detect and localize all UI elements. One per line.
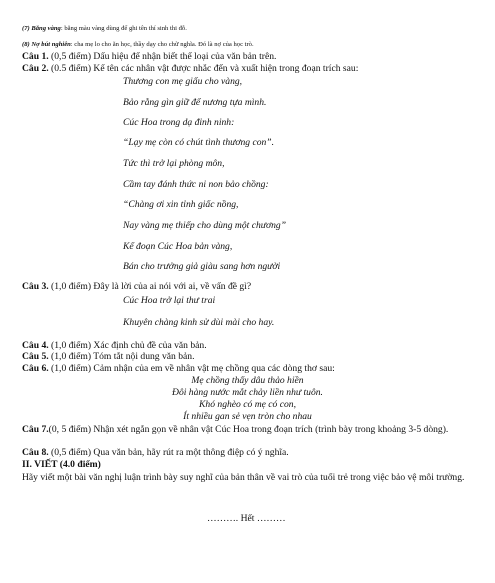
- poem-line: Cầm tay đánh thức ni non bảo chồng:: [123, 179, 269, 190]
- question-label: Câu 8.: [22, 447, 49, 458]
- section-writing-prompt: Hãy viết một bài văn nghị luận trình bày suy nghĩ của bản thân về vai trò của tuổi trẻ trong việc bảo vệ môi trường.: [22, 472, 465, 483]
- footnote-7: [22, 26, 187, 33]
- question-label: Câu 1.: [22, 51, 49, 62]
- question-text: (1,0 điểm) Cảm nhận của em về nhân vật mẹ chồng qua các dòng thơ sau:: [48, 363, 335, 374]
- poem-line: Cúc Hoa trở lại thư trai: [123, 295, 216, 306]
- poem-line: Nay vàng mẹ thiếp cho dùng một chương”: [123, 220, 287, 231]
- question-text: (0,5 điểm) Qua văn bản, hãy rút ra một thông điệp có ý nghĩa.: [48, 447, 289, 458]
- question-7: [22, 424, 477, 436]
- question-label: Câu 5.: [22, 351, 49, 362]
- poem-line: Ít nhiều gan sẻ vẹn tròn cho nhau: [183, 411, 312, 422]
- poem-line: Mẹ chồng thấy dâu thảo hiền: [191, 375, 304, 386]
- footnote-text: : cha mẹ lo cho ăn học, thầy dạy cho chữ nghĩa. Đó là nợ của học trò.: [70, 41, 254, 48]
- question-6: [22, 364, 335, 374]
- section-writing-title: II. VIẾT (4.0 điểm): [22, 459, 101, 470]
- question-text: (0.5 điểm) Kể tên các nhân vật được nhắc đến và xuất hiện trong đoạn trích sau:: [48, 63, 359, 74]
- question-text: (0,5 điểm) Dấu hiệu để nhận biết thể loại của văn bản trên.: [48, 51, 277, 62]
- question-3: [22, 282, 251, 292]
- poem-line: “Lạy mẹ còn có chút tình thương con”.: [123, 137, 275, 148]
- question-label: Câu 7.: [22, 424, 49, 435]
- question-text: (0, 5 điểm) Nhận xét ngắn gọn về nhân vật Cúc Hoa trong đoạn trích (trình bày trong khoảng 3-5 dòng).: [48, 424, 449, 435]
- question-text: (1,0 điểm) Tóm tắt nội dung văn bản.: [48, 351, 195, 362]
- question-5: [22, 352, 195, 362]
- question-label: Câu 2.: [22, 63, 49, 74]
- question-label: Câu 6.: [22, 363, 49, 374]
- question-4: [22, 341, 207, 351]
- poem-line: Kể đoạn Cúc Hoa bản vàng,: [123, 241, 233, 252]
- footnote-term: (8) Nợ bút nghiên: [22, 41, 71, 48]
- poem-line: “Chàng ơi xin tỉnh giấc nồng,: [123, 199, 239, 210]
- poem-line: Bán cho trưởng giả giàu sang hơn người: [123, 261, 281, 272]
- poem-line: Tức thì trở lại phòng môn,: [123, 158, 225, 169]
- poem-line: Đôi hàng nước mắt chảy liền như tuôn.: [172, 387, 323, 398]
- question-text: (1,0 điểm) Xác định chủ đề của văn bản.: [48, 340, 207, 351]
- poem-line: Khuyên chàng kinh sử dùi mài cho hay.: [123, 317, 275, 328]
- footnote-text: : băng màu vàng dùng để ghi tên thí sinh thi đỗ.: [60, 25, 187, 32]
- question-2: [22, 64, 358, 74]
- end-marker: ………. Hết ………: [207, 513, 286, 524]
- poem-line: Cúc Hoa trong dạ đinh ninh:: [123, 117, 235, 128]
- question-1: [22, 52, 276, 62]
- poem-line: Khó nghèo có mẹ có con,: [199, 399, 296, 410]
- footnote-8: [22, 42, 254, 49]
- footnote-term: (7) Băng vàng: [22, 25, 61, 32]
- question-label: Câu 3.: [22, 281, 49, 292]
- question-label: Câu 4.: [22, 340, 49, 351]
- poem-line: Bảo rằng gìn giữ để nương tựa mình.: [123, 97, 267, 108]
- poem-line: Thương con mẹ giấu cho vàng,: [123, 76, 243, 87]
- question-text: (1,0 điểm) Đây là lời của ai nói với ai, về vấn đề gì?: [48, 281, 252, 292]
- question-8: [22, 448, 289, 458]
